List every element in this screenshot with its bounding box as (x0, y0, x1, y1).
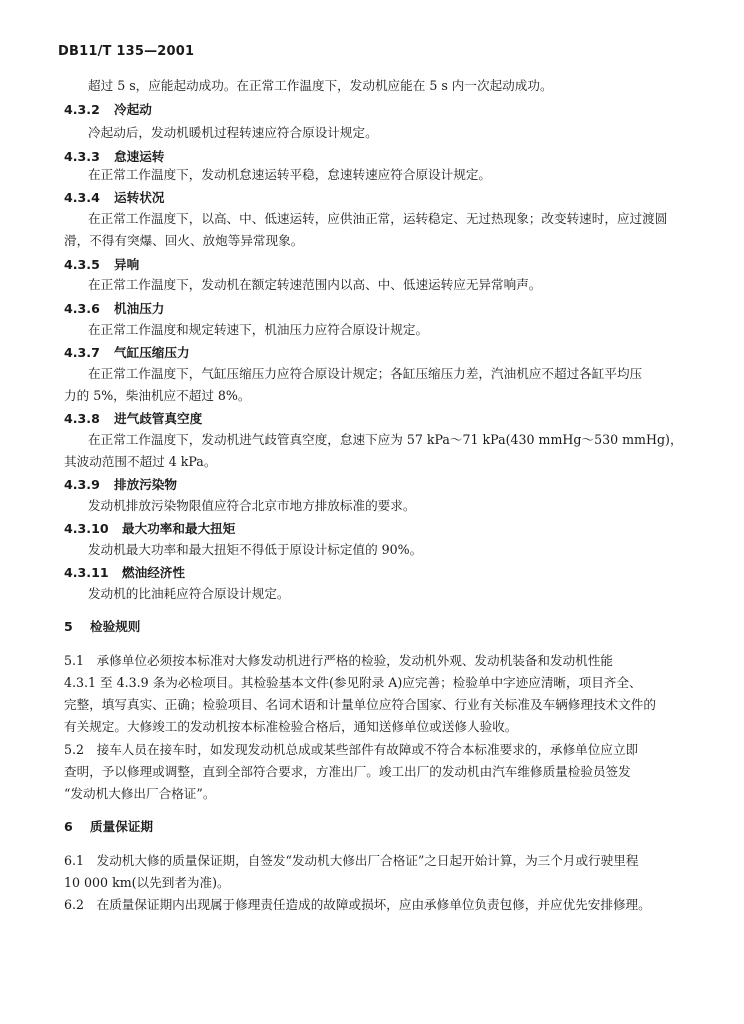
body-line: 在正常工作温度下，以高、中、低速运转，应供油正常，运转稳定、无过热现象；改变转速时，应过渡圆 (88, 211, 668, 226)
section-number: 5 (64, 619, 73, 634)
clause-heading-4-3-11 (64, 565, 185, 581)
body-line: 发动机最大功率和最大扭矩不得低于原设计标定值的 90%。 (88, 542, 423, 557)
body-line: 10 000 km(以先到者为准)。 (64, 875, 230, 890)
clause-heading-4-3-8 (64, 411, 202, 427)
body-line: 其波动范围不超过 4 kPa。 (64, 454, 217, 469)
body-line: 超过 5 s，应能起动成功。在正常工作温度下，发动机应能在 5 s 内一次起动成功。 (88, 78, 553, 93)
clause-heading-4-3-7 (64, 345, 190, 361)
body-line: 在正常工作温度下，发动机在额定转速范围内以高、中、低速运转应无异常响声。 (88, 277, 542, 292)
clause-number: 4.3.2 (64, 102, 100, 117)
clause-title: 最大功率和最大扭矩 (122, 521, 236, 536)
section-title: 质量保证期 (90, 819, 153, 834)
section-heading-5 (64, 619, 140, 635)
body-line: 6.2 在质量保证期内出现属于修理责任造成的故障或损坏，应由承修单位负责包修，并应优先安排修理。 (64, 897, 651, 912)
body-line: 发动机的比油耗应符合原设计规定。 (88, 586, 290, 601)
clause-heading-4-3-9 (64, 477, 177, 493)
body-line: 力的 5%，柴油机应不超过 8%。 (64, 388, 251, 403)
clause-heading-4-3-4 (64, 190, 164, 206)
clause-heading-4-3-2 (64, 102, 152, 118)
body-line: 在正常工作温度下，发动机进气歧管真空度，怠速下应为 57 kPa～71 kPa(430 mmHg～530 mmHg)， (88, 432, 683, 447)
clause-title: 气缸压缩压力 (114, 345, 190, 360)
clause-title: 异响 (114, 257, 140, 272)
clause-number: 4.3.9 (64, 477, 100, 492)
clause-number: 4.3.11 (64, 565, 109, 580)
clause-number: 4.3.8 (64, 411, 100, 426)
body-line: 5.1 承修单位必须按本标准对大修发动机进行严格的检验，发动机外观、发动机装备和发动机性能 (64, 653, 613, 668)
clause-title: 进气歧管真空度 (114, 411, 203, 426)
body-line: 6.1 发动机大修的质量保证期，自签发“发动机大修出厂合格证”之日起开始计算，为三个月或行驶里程 (64, 853, 639, 868)
body-line: 完整，填写真实、正确；检验项目、名词术语和计量单位应符合国家、行业有关标准及车辆修理技术文件的 (64, 697, 656, 712)
body-line: 在正常工作温度下，气缸压缩压力应符合原设计规定；各缸压缩压力差，汽油机应不超过各缸平均压 (88, 366, 643, 381)
clause-number: 4.3.5 (64, 257, 100, 272)
body-line: 发动机排放污染物限值应符合北京市地方排放标准的要求。 (88, 498, 416, 513)
clause-number: 4.3.4 (64, 190, 100, 205)
clause-title: 怠速运转 (114, 149, 165, 164)
section-number: 6 (64, 819, 73, 834)
clause-heading-4-3-10 (64, 521, 235, 537)
clause-number: 4.3.10 (64, 521, 109, 536)
clause-title: 燃油经济性 (122, 565, 185, 580)
section-heading-6 (64, 819, 153, 835)
section-title: 检验规则 (90, 619, 141, 634)
body-line: 冷起动后，发动机暖机过程转速应符合原设计规定。 (88, 125, 378, 140)
clause-title: 排放污染物 (114, 477, 177, 492)
clause-number: 4.3.6 (64, 301, 100, 316)
body-line: 5.2 接车人员在接车时，如发现发动机总成或某些部件有故障或不符合本标准要求的，承修单位应立即 (64, 742, 639, 757)
body-line: 有关规定。大修竣工的发动机按本标准检验合格后，通知送修单位或送修人验收。 (64, 719, 518, 734)
clause-number: 4.3.3 (64, 149, 100, 164)
standard-code-header: DB11/T 135—2001 (58, 44, 195, 59)
clause-heading-4-3-5 (64, 257, 139, 273)
clause-title: 机油压力 (114, 301, 165, 316)
body-line: 在正常工作温度和规定转速下，机油压力应符合原设计规定。 (88, 322, 429, 337)
body-line: “发动机大修出厂合格证”。 (64, 786, 216, 801)
clause-heading-4-3-3 (64, 149, 164, 165)
clause-number: 4.3.7 (64, 345, 100, 360)
body-line: 4.3.1 至 4.3.9 条为必检项目。其检验基本文件(参见附录 A)应完善；检验单中字迹应清晰，项目齐全、 (64, 675, 642, 690)
clause-heading-4-3-6 (64, 301, 164, 317)
body-line: 在正常工作温度下，发动机怠速运转平稳，怠速转速应符合原设计规定。 (88, 167, 491, 182)
body-line: 滑，不得有突爆、回火、放炮等异常现象。 (64, 233, 304, 248)
clause-title: 运转状况 (114, 190, 165, 205)
body-line: 查明，予以修理或调整，直到全部符合要求，方准出厂。竣工出厂的发动机由汽车维修质量检验员签发 (64, 764, 631, 779)
clause-title: 冷起动 (114, 102, 152, 117)
